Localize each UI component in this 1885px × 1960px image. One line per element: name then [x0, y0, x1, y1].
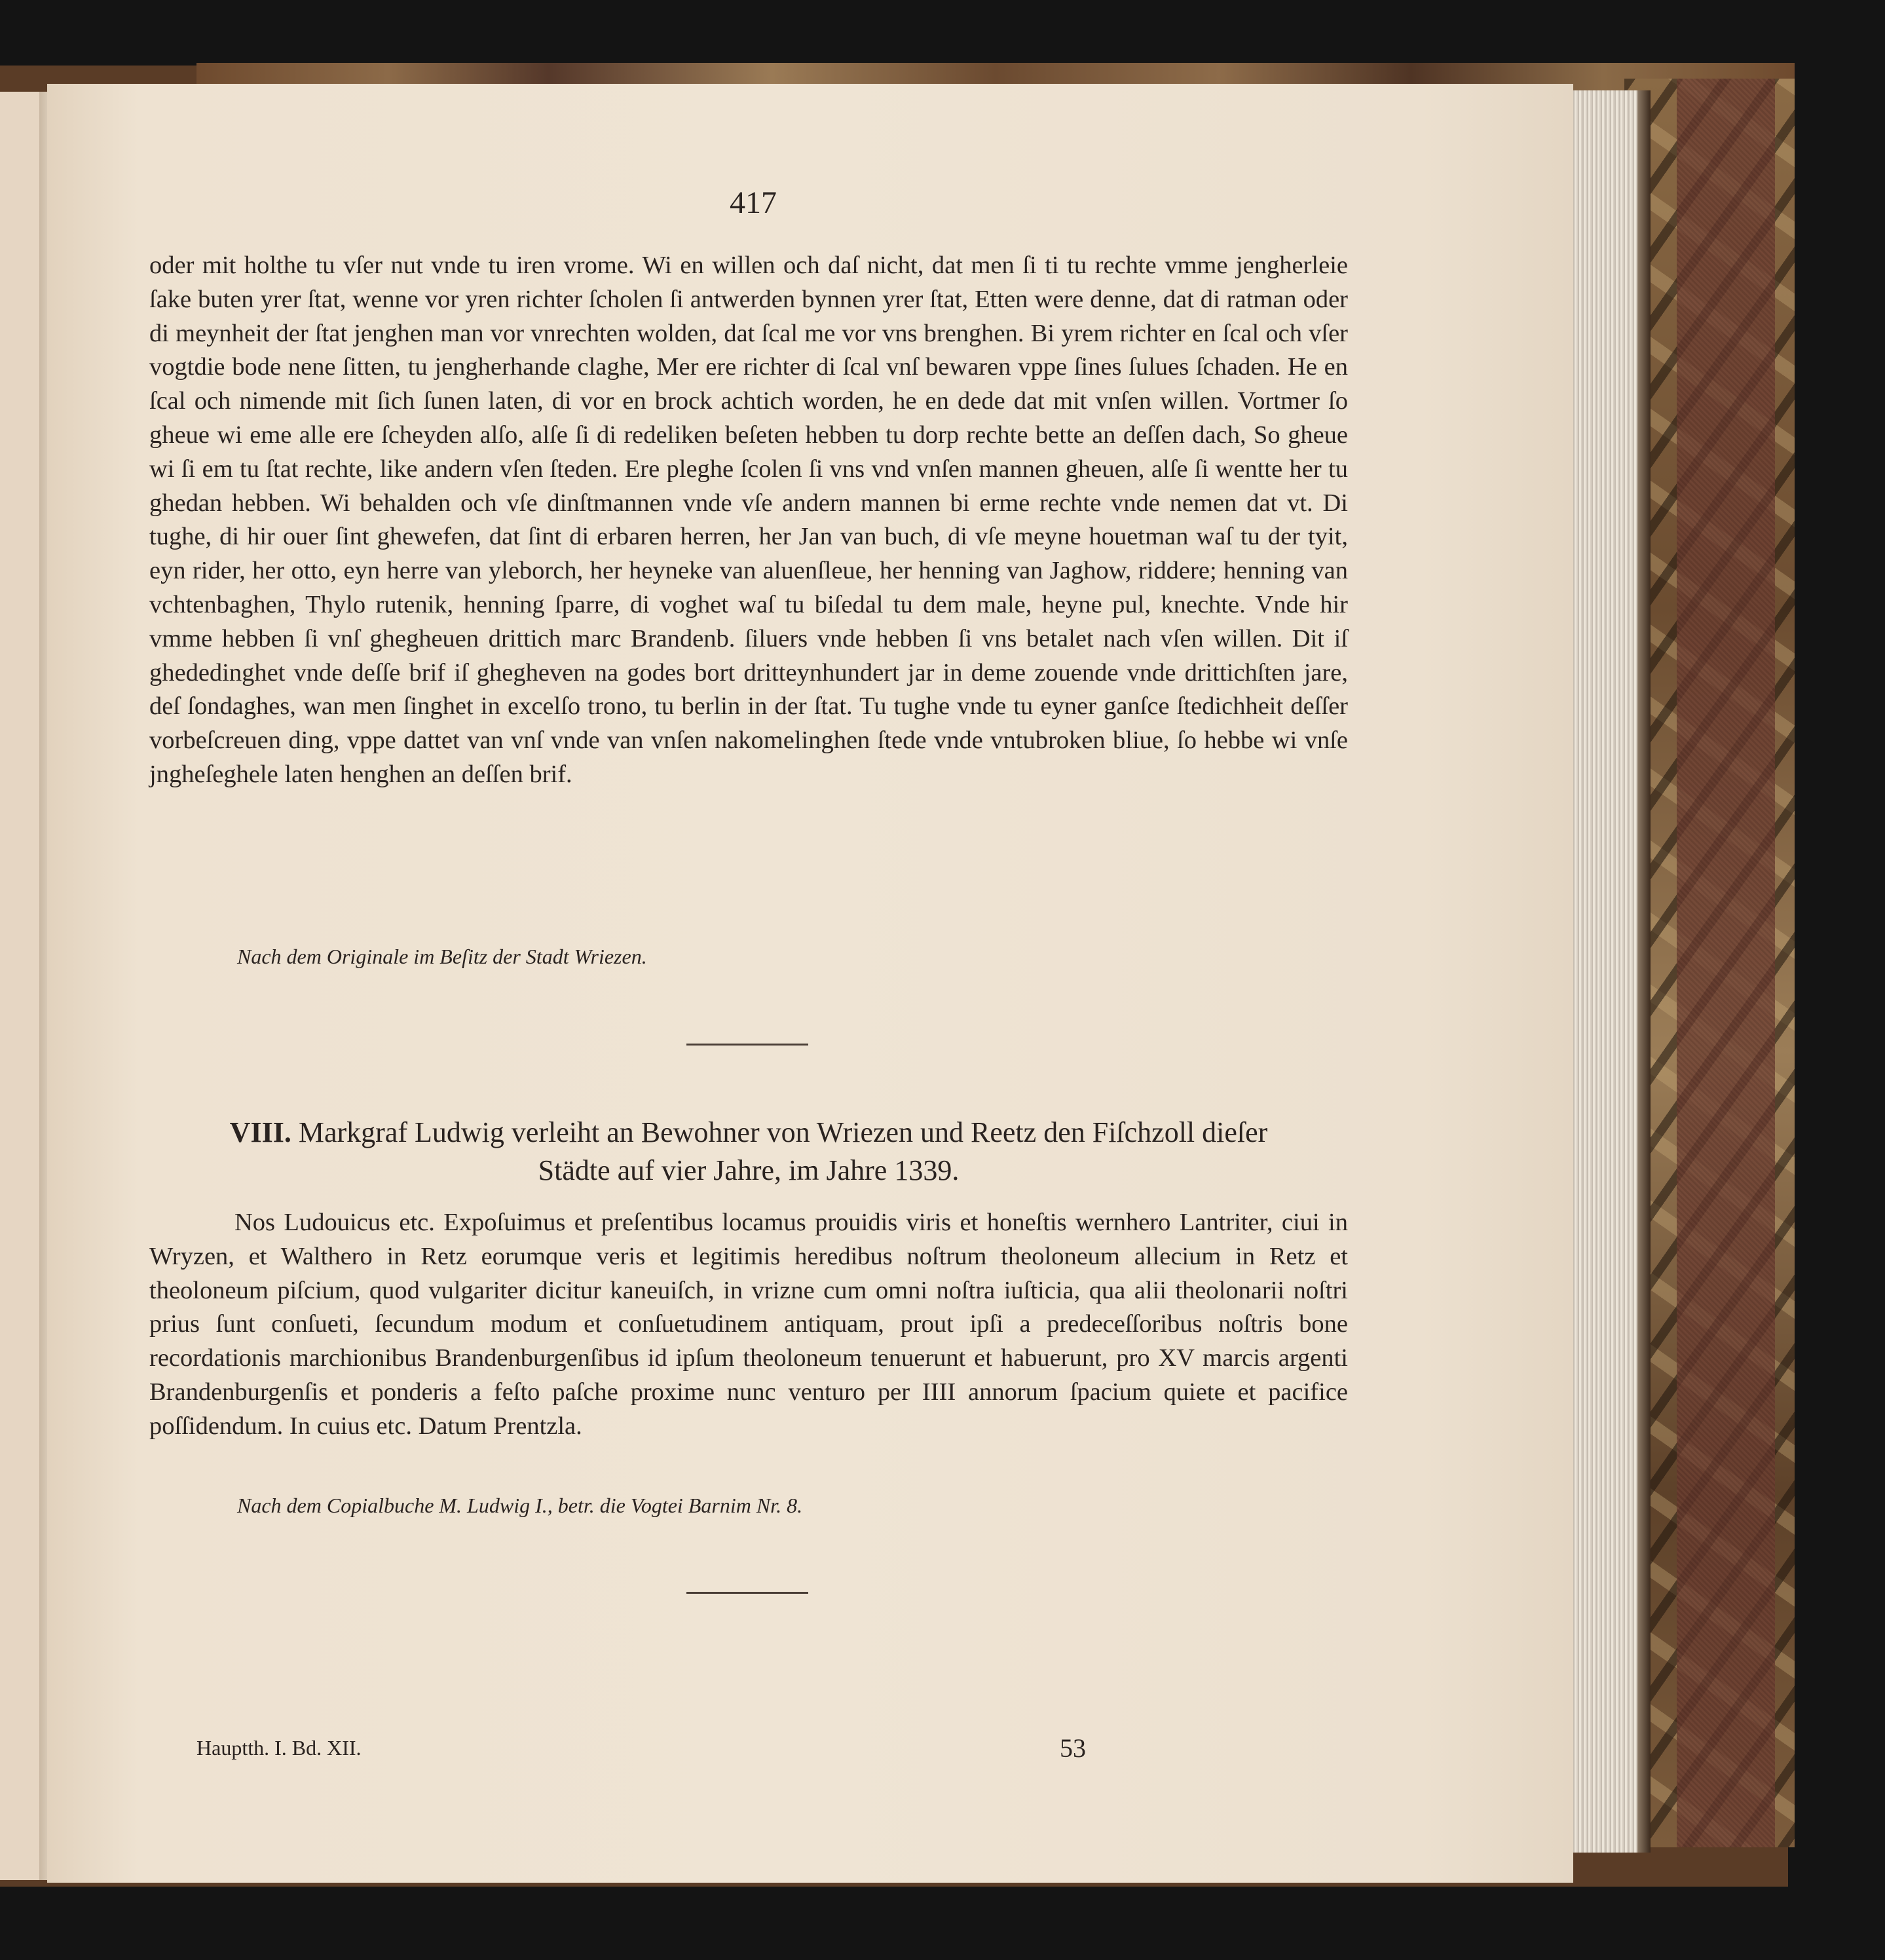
source-note-1: Nach dem Originale im Beſitz der Stadt Wriezen.	[237, 945, 647, 968]
section-divider-1	[686, 1044, 808, 1046]
document-text-block-1	[149, 249, 1348, 792]
section-heading	[149, 1114, 1348, 1190]
heading-line-1	[149, 1114, 1348, 1152]
page-block-shadow	[1637, 90, 1651, 1853]
heading-title-line-2: Städte auf vier Jahre, im Jahre 1339.	[538, 1154, 960, 1186]
heading-title-line-1: Markgraf Ludwig verleiht an Bewohner von Wriezen und Reetz den Fiſchzoll dieſer	[298, 1116, 1268, 1148]
section-number: VIII.	[229, 1116, 291, 1148]
source-note-2: Nach dem Copialbuche M. Ludwig I., betr. die Vogtei Barnim Nr. 8.	[237, 1494, 803, 1517]
footer-signature: Hauptth. I. Bd. XII.	[196, 1736, 362, 1760]
paragraph: oder mit holthe tu vſer nut vnde tu iren vrome. Wi en willen och daſ nicht, dat men ſi ti tu rechte vmme jengherleie ſake buten yrer ſtat, wenne vor yren richter ſcholen ſi antwerden bynnen yrer ſtat, Etten were denne, dat di ratman oder di meynheit der ſtat jenghen man vor vnrechten wolden, dat ſcal me vor vns brenghen. Bi yrem richter en ſcal och vſer vogtdie bode nene ſitten, tu jengherhande claghe, Mer ere richter di ſcal vnſ bewaren vppe ſines ſulues ſchaden. He en ſcal och nimende mit ſich ſunen laten, di vor en brock achtich worden, he en dede dat mit vnſen willen. Vortmer ſo gheue wi eme alle ere ſcheyden alſo, alſe ſi di redeliken beſeten hebben tu dorp rechte bette an deſſen dach, So gheue wi ſi em tu ſtat rechte, like andern vſen ſteden. Ere pleghe ſcolen ſi vns vnd vnſen mannen gheuen, alſe ſi wentte her tu ghedan hebben. Wi behalden och vſe dinſtmannen vnde vſe andern mannen bi erme rechte vnde nemen dat vt. Di tughe, di hir ouer ſint ghewefen, dat ſint di erbaren herren, her Jan van buch, di vſe meyne houetman waſ tu der tyit, eyn rider, her otto, eyn herre van yleborch, her heyneke van aluenſleue, her henning van Jaghow, riddere; henning van vchtenbaghen, Thylo rutenik, henning ſparre, di voghet waſ tu biſedal tu dem male, heyne pul, knechte. Vnde hir vmme hebben ſi vnſ ghegheuen drittich marc Brandenb. ſiluers vnde hebben ſi vns betalet nach vſen willen. Dit iſ ghededinghet vnde deſſe brif iſ ghegheven na godes bort dritteynhundert jar in deme zouende vnde drittichſten jare, deſ ſondaghes, wan men ſinghet in excelſo trono, tu berlin in der ſtat. Tu tughe vnde tu eyner ganſce ſtedichheit deſſer vorbeſcreuen ding, vppe dattet van vnſ vnde van vnſen nakomelinghen ſtede vnde vntubroken bliue, ſo hebbe wi vnſe jngheſeghele laten henghen an deſſen brif.	[149, 252, 1348, 788]
page-block-edges	[1573, 90, 1642, 1853]
footer-sheet-number: 53	[1060, 1733, 1086, 1763]
document-text-block-2: Nos Ludouicus etc. Expoſuimus et preſentibus locamus prouidis viris et honeſtis wernhero Lantriter, ciui in Wryzen, et Walthero in Retz eorumque veris et legitimis heredibus noſtrum theoloneum allecium in Retz et theoloneum piſcium, quod vulgariter dicitur kaneuiſch, in vrizne cum omni noſtra iuſticia, qua alii theolonarii noſtri prius ſunt conſueti, ſecundum modum et conſuetudinem antiquam, prout ipſi a predeceſſoribus noſtris bone recordationis marchionibus Brandenburgenſibus id ipſum theoloneum tenuerunt et habuerunt, pro XV marcis argenti Brandenburgenſis et ponderis a feſto paſche proxime nunc venturo per IIII annorum ſpacium quiete et pacifice poſſidendum. In cuius etc. Datum Prentzla.	[149, 1209, 1348, 1440]
leather-spine-edge	[1677, 79, 1775, 1847]
page-number: 417	[730, 185, 777, 220]
section-divider-2	[686, 1592, 808, 1594]
